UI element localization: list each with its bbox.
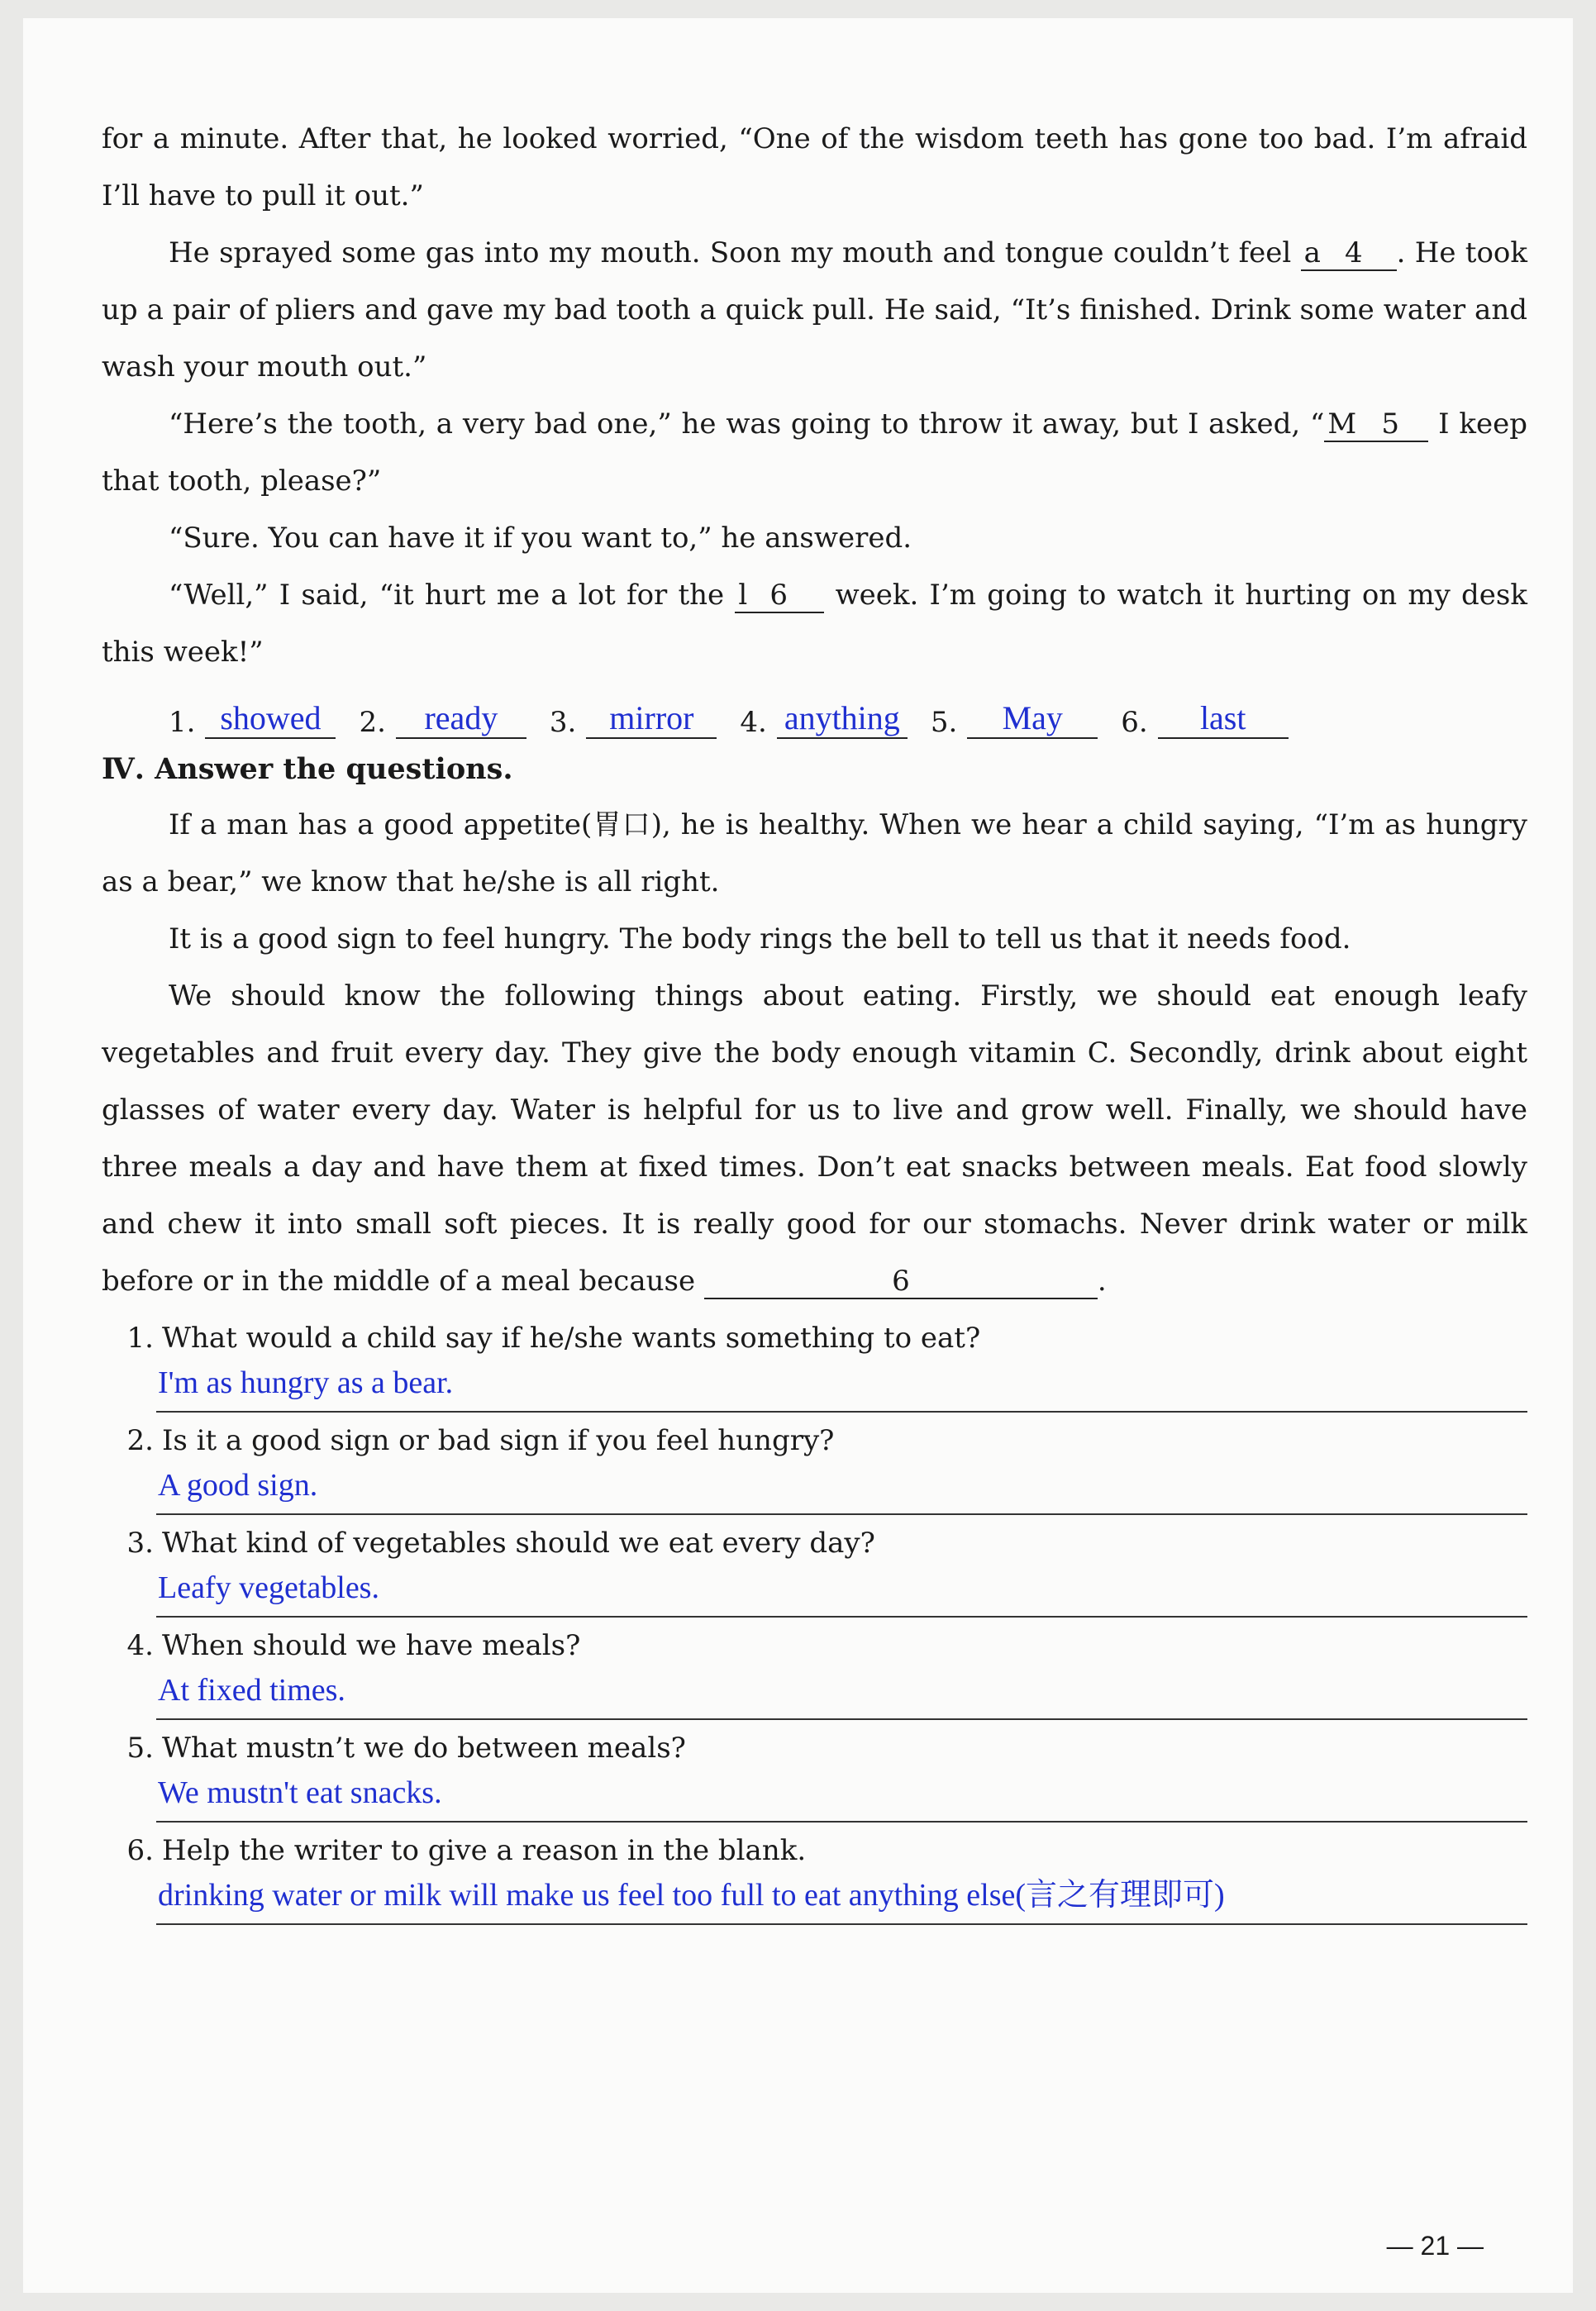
answer-line[interactable]: At fixed times. bbox=[156, 1669, 1527, 1720]
section-title: Ⅳ. Answer the questions. bbox=[102, 752, 513, 786]
answer-number: 2. bbox=[359, 706, 386, 739]
text-span: We should know the following things about eating. Firstly, we should eat enough leafy vegetables and fruit every day. They give the body enough vitamin C. Secondly, drink about eight glasses of water every day. Water is helpful for us to live and grow well. Finally, we should have three meals a day and have them at fixed times. Don’t eat snacks between meals. Eat food slowly and chew it into small soft pieces. It is really good for our stomachs. Never drink water or milk before or in the middle of a meal because bbox=[102, 979, 1527, 1298]
question-line bbox=[102, 1520, 1527, 1566]
reading-paragraph-1: If a man has a good appetite(胃口), he is healthy. When we hear a child saying, “I’m as hungry as a bear,” we know that he/she is all right. bbox=[102, 808, 1527, 898]
text-span: week. I’m going to watch it hurting on my desk this week!” bbox=[102, 579, 1527, 669]
answer-number: 5. bbox=[930, 706, 958, 739]
answer-blank[interactable]: anything bbox=[777, 699, 908, 739]
blank-number: 6 bbox=[892, 1265, 910, 1298]
passage-paragraph-1: for a minute. After that, he looked worried, “One of the wisdom teeth has gone too bad. I’m afraid I’ll have to pull it out.” bbox=[102, 122, 1527, 212]
answer-item-3 bbox=[550, 699, 717, 739]
answer-number: 4. bbox=[740, 706, 767, 739]
blank-number: 5 bbox=[1381, 407, 1400, 441]
question-5 bbox=[102, 1725, 1527, 1823]
answer-line[interactable]: Leafy vegetables. bbox=[156, 1566, 1527, 1618]
answer-number: 6. bbox=[1121, 706, 1148, 739]
answer-number: 3. bbox=[549, 706, 577, 739]
worksheet-page bbox=[23, 18, 1573, 2293]
question-text: Help the writer to give a reason in the blank. bbox=[162, 1834, 807, 1867]
answer-line[interactable]: I'm as hungry as a bear. bbox=[156, 1361, 1527, 1413]
answer-line[interactable]: We mustn't eat snacks. bbox=[156, 1771, 1527, 1823]
reason-blank bbox=[704, 1265, 1098, 1299]
answer-item-2 bbox=[359, 699, 526, 739]
blank-hint-letter: a bbox=[1303, 236, 1321, 269]
blank-6 bbox=[735, 579, 824, 613]
answer-blank[interactable]: mirror bbox=[586, 699, 717, 739]
question-text: What kind of vegetables should we eat every day? bbox=[162, 1527, 875, 1560]
passage-paragraph-4: “Sure. You can have it if you want to,” he answered. bbox=[169, 522, 912, 555]
question-text: What mustn’t we do between meals? bbox=[162, 1732, 686, 1765]
blank-4 bbox=[1301, 236, 1397, 271]
question-number: 1. bbox=[126, 1322, 154, 1355]
question-number: 4. bbox=[126, 1629, 154, 1662]
question-text: What would a child say if he/she wants something to eat? bbox=[162, 1322, 981, 1355]
answer-blank[interactable]: ready bbox=[396, 699, 526, 739]
answer-blank[interactable]: last bbox=[1158, 699, 1289, 739]
blank-hint-letter: M bbox=[1327, 407, 1357, 441]
text-span: “Well,” I said, “it hurt me a lot for the bbox=[169, 579, 736, 612]
answer-number: 1. bbox=[169, 706, 196, 739]
question-number: 2. bbox=[126, 1424, 154, 1457]
page-number: — 21 — bbox=[1386, 2231, 1484, 2261]
blank-number: 6 bbox=[769, 579, 788, 612]
cloze-answers-row bbox=[102, 683, 1527, 739]
blank-hint-letter: l bbox=[738, 579, 748, 612]
passage-paragraph-3 bbox=[102, 396, 1527, 510]
answer-blank[interactable]: showed bbox=[205, 699, 336, 739]
question-4 bbox=[102, 1622, 1527, 1720]
passage-paragraph-5 bbox=[102, 567, 1527, 681]
question-line bbox=[102, 1622, 1527, 1669]
passage-paragraph-2 bbox=[102, 225, 1527, 396]
text-span: “Here’s the tooth, a very bad one,” he was going to throw it away, but I asked, “ bbox=[169, 407, 1325, 441]
question-1 bbox=[102, 1315, 1527, 1413]
question-line bbox=[102, 1827, 1527, 1874]
question-6 bbox=[102, 1827, 1527, 1925]
question-text: When should we have meals? bbox=[162, 1629, 581, 1662]
question-number: 6. bbox=[126, 1834, 154, 1867]
answer-line[interactable]: A good sign. bbox=[156, 1464, 1527, 1515]
question-line bbox=[102, 1725, 1527, 1771]
answer-blank[interactable]: May bbox=[967, 699, 1098, 739]
page-content bbox=[102, 111, 1527, 1925]
reading-paragraph-2: It is a good sign to feel hungry. The body rings the bell to tell us that it needs food. bbox=[169, 922, 1351, 955]
text-span: . bbox=[1097, 1265, 1107, 1298]
reading-paragraph-3 bbox=[102, 968, 1527, 1310]
question-text: Is it a good sign or bad sign if you feel hungry? bbox=[162, 1424, 835, 1457]
answer-line[interactable]: drinking water or milk will make us feel too full to eat anything else(言之有理即可) bbox=[156, 1874, 1527, 1925]
question-3 bbox=[102, 1520, 1527, 1618]
answer-item-1 bbox=[169, 699, 336, 739]
question-2 bbox=[102, 1418, 1527, 1515]
question-line bbox=[102, 1418, 1527, 1464]
answer-item-6 bbox=[1121, 699, 1288, 739]
answer-item-4 bbox=[740, 699, 907, 739]
answer-item-5 bbox=[931, 699, 1098, 739]
blank-number: 4 bbox=[1345, 236, 1363, 269]
text-span: I keep that tooth, please?” bbox=[102, 407, 1527, 498]
blank-5 bbox=[1324, 407, 1428, 442]
text-span: He sprayed some gas into my mouth. Soon my mouth and tongue couldn’t feel bbox=[169, 236, 1301, 269]
question-number: 5. bbox=[126, 1732, 154, 1765]
question-line bbox=[102, 1315, 1527, 1361]
text-span: . He took up a pair of pliers and gave my bad tooth a quick pull. He said, “It’s finished. Drink some water and wash your mouth out.” bbox=[102, 236, 1527, 384]
question-number: 3. bbox=[126, 1527, 154, 1560]
